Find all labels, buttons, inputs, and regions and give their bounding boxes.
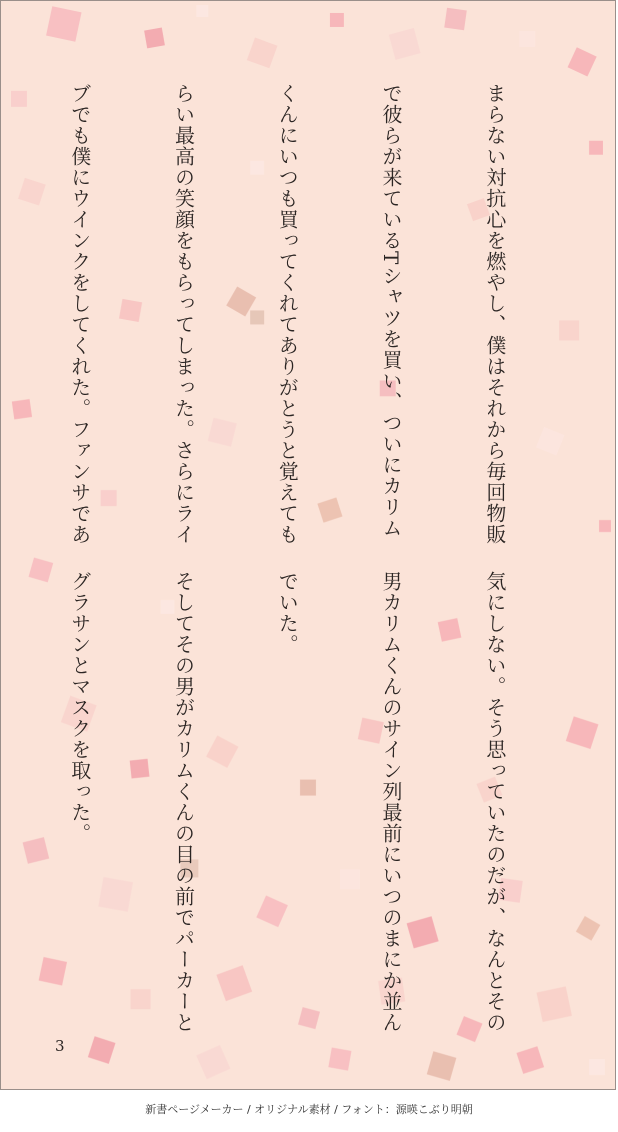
text-line: まらない対抗心を燃やし、僕はそれから毎回物販 [482,83,507,545]
text-line: そしてその男がカリムくんの目の前でパーカーと [171,571,196,1033]
upper-text-block [0,83,581,545]
text-line: くんにいつも買ってくれてありがとうと覚えても [275,83,300,545]
page-number: 3 [55,1037,65,1055]
text-line: 男カリムくんのサイン列最前にいつのまにか並ん [379,571,404,1033]
footer-credit: 新書ページメーカー / オリジナル素材 / フォント：源暎こぶり明朝 [145,1103,473,1116]
text-line: で彼らが来ているTシャツを買い、ついにカリム [379,83,404,539]
text-line: 気にしない。そう思っていたのだが、なんとその [482,571,507,1033]
text-line: でいた。 [275,571,300,655]
lower-text-block [0,571,581,1033]
text-line: ブでも僕にウインクをしてくれた。ファンサであ [67,83,92,545]
text-line: らい最高の笑顔をもらってしまった。さらにライ [171,83,196,545]
text-line: グラサンとマスクを取った。 [67,571,92,844]
